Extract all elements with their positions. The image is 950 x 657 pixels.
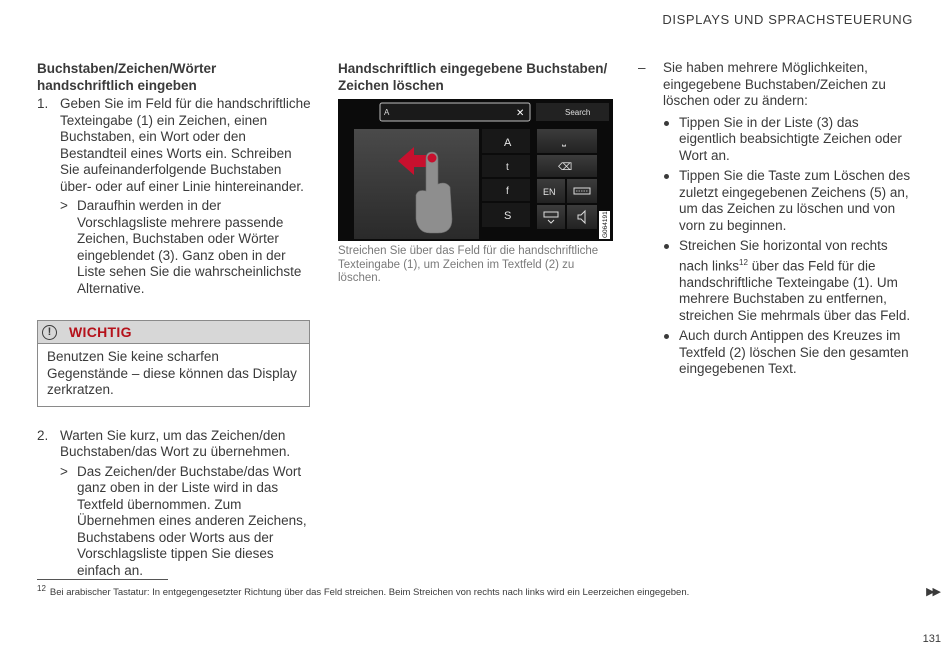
bullet-text: Tippen Sie in der Liste (3) das eigentlich beabsichtigte Zeichen oder Wort an. xyxy=(679,114,902,163)
step-1-result xyxy=(37,198,312,297)
bullet-text: Tippen Sie die Taste zum Löschen des zuletzt eingegebenen Zeichens (5) an, um das Zeichen zu löschen und von vorn zu beginnen. xyxy=(679,168,911,233)
step-1 xyxy=(37,96,312,195)
text-field[interactable] xyxy=(380,103,530,121)
column-handwriting-input xyxy=(37,60,312,579)
language-label: EN xyxy=(543,187,556,197)
suggestion-label: f xyxy=(506,186,509,197)
footnote-text: Bei arabischer Tastatur: In entgegengesetzter Richtung über das Feld streichen. Beim Streichen von rechts nach links wird ein Leerzeichen eingegeben. xyxy=(49,587,690,599)
bullet-dot xyxy=(664,174,669,179)
touchscreen-svg xyxy=(338,99,613,241)
step-number: 2. xyxy=(37,427,49,443)
footnote-divider xyxy=(37,579,168,580)
section-header: DISPLAYS UND SPRACHSTEUERUNG xyxy=(662,12,913,27)
options-intro xyxy=(638,60,913,110)
option-bullet xyxy=(638,328,913,378)
dash-marker: – xyxy=(638,60,646,75)
column-delete-characters xyxy=(338,60,613,286)
bullet-text-end: über das Feld für die handschriftliche Texteingabe (1). Um mehrere Buchstaben zu entfernen, streichen Sie mehrmals über das Feld. xyxy=(679,258,911,323)
page-number: 131 xyxy=(922,633,941,645)
image-code: G064191 xyxy=(602,211,609,238)
column-options xyxy=(638,60,913,378)
option-bullet xyxy=(638,115,913,165)
step-number: 1. xyxy=(37,96,49,111)
suggestion-label: S xyxy=(504,210,512,222)
result-arrow: > xyxy=(60,198,68,213)
step-text: Geben Sie im Feld für die handschriftliche Texteingabe (1) ein Zeichen, einen Buchstaben, ein Wort oder den Bestandteil eines Worts ein. Schreiben Sie aufeinanderfolgende Buchstaben über- oder auf einer Linie hintereinander. xyxy=(60,96,311,194)
step-text: Warten Sie kurz, um das Zeichen/den Buchstaben/das Wort zu übernehmen. xyxy=(60,427,291,459)
figure-caption: Streichen Sie über das Feld für die handschriftliche Texteingabe (1), um Zeichen im Textfeld (2) zu löschen. xyxy=(338,245,599,284)
result-arrow: > xyxy=(60,463,68,479)
bullet-text: Auch durch Antippen des Kreuzes im Textfeld (2) löschen Sie den gesamten eingegebenen Text. xyxy=(679,328,909,376)
section-title-input: Buchstaben/Zeichen/Wörter handschriftlich eingeben xyxy=(37,61,217,93)
option-bullet xyxy=(638,238,913,324)
important-note xyxy=(37,320,310,407)
suggestion-label: t xyxy=(506,162,509,173)
note-text: Benutzen Sie keine scharfen Gegenstände – diese können das Display zerkratzen. xyxy=(47,349,297,397)
bullet-text-start: Streichen Sie horizontal von rechts nach links xyxy=(679,238,888,273)
clear-icon[interactable]: ✕ xyxy=(516,108,525,119)
result-text: Daraufhin werden in der Vorschlagsliste mehrere passende Zeichen, Buchstaben oder Wörter eingeblendet (3). Ganz oben in der Liste sehen Sie die wahrscheinlichste Alternative. xyxy=(77,198,302,296)
backspace-icon: ⌫ xyxy=(558,162,573,173)
search-label: Search xyxy=(565,108,591,117)
touch-point-icon xyxy=(428,154,437,163)
result-text: Das Zeichen/der Buchstabe/das Wort ganz oben in der Liste wird in das Textfeld übernommen. Zum Übernehmen eines anderen Zeichens, Buchstabens oder Worts aus der Vorschlagsliste tippen Sie dieses einfach an. xyxy=(77,463,307,578)
option-bullet xyxy=(638,168,913,234)
suggestion-label: A xyxy=(504,137,512,149)
step-2 xyxy=(37,428,312,461)
bullet-dot xyxy=(664,334,669,339)
note-header xyxy=(38,321,309,344)
footnote-ref[interactable]: 12 xyxy=(739,257,748,267)
touchscreen-illustration xyxy=(338,99,613,241)
step-2-result xyxy=(37,464,312,580)
bullet-dot xyxy=(664,244,669,249)
text-field-value: A xyxy=(384,108,390,117)
space-icon: ⎵ xyxy=(562,136,566,147)
section-title-delete: Handschriftlich eingegebene Buchstaben/ Zeichen löschen xyxy=(338,61,608,93)
next-page-arrow-icon[interactable]: ▶▶ xyxy=(926,586,939,598)
footnote xyxy=(37,584,689,598)
sound-key[interactable] xyxy=(567,205,597,229)
bullet-dot xyxy=(664,121,669,126)
footnote-number: 12 xyxy=(37,584,46,593)
intro-text: Sie haben mehrere Möglichkeiten, eingegebene Buchstaben/Zeichen zu löschen oder zu ändern: xyxy=(663,60,886,108)
warning-icon: ! xyxy=(42,325,57,340)
space-key[interactable] xyxy=(537,129,597,153)
note-title: WICHTIG xyxy=(69,324,132,340)
